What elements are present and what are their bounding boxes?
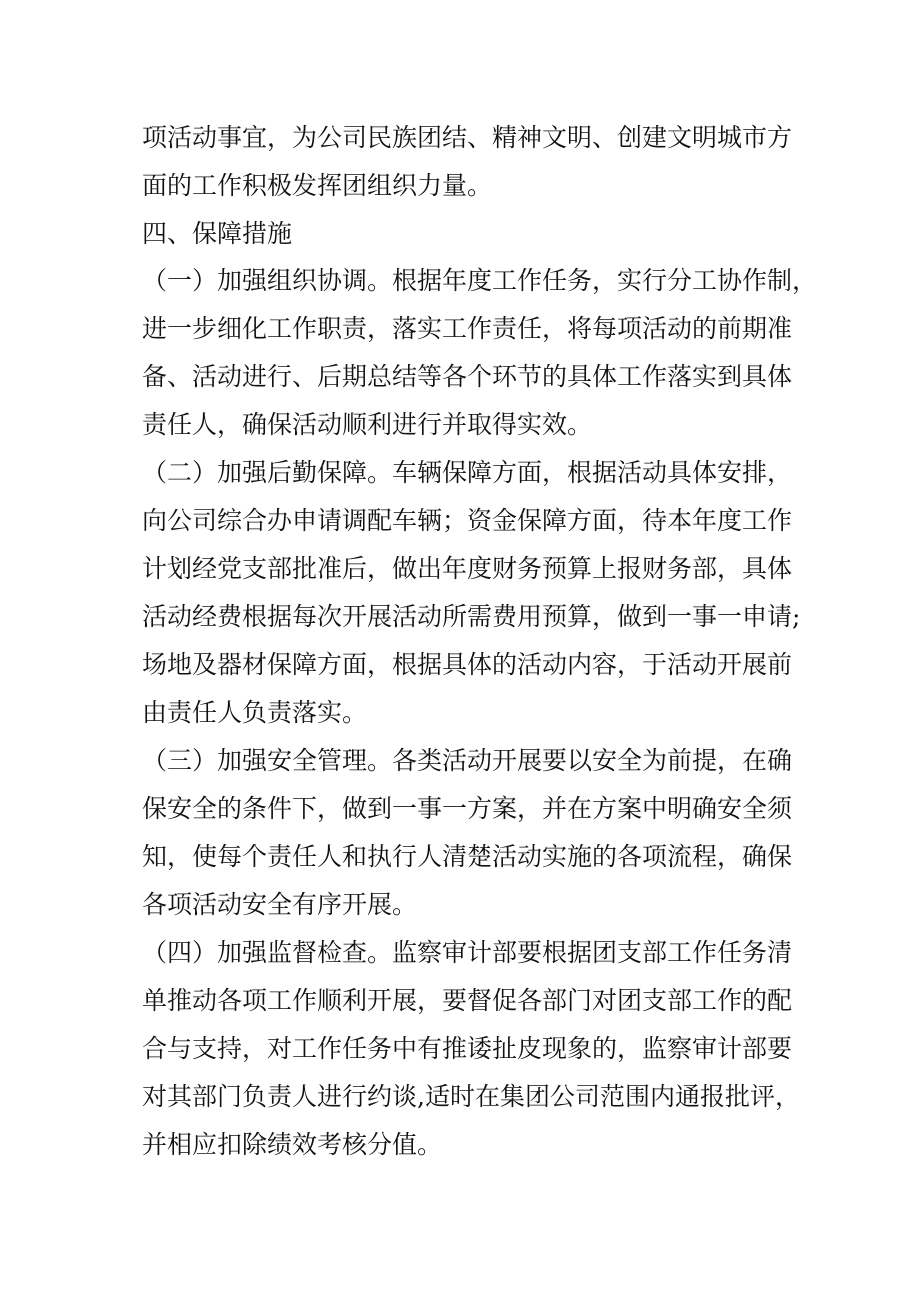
text-line: 并相应扣除绩效考核分值。 <box>142 1130 443 1159</box>
text-line: （一）加强组织协调。根据年度工作任务，实行分工协作制， <box>142 266 818 295</box>
text-line: 合与支持，对工作任务中有推诿扯皮现象的，监察审计部要 <box>142 1034 793 1063</box>
text-line: （四）加强监督检查。监察审计部要根据团支部工作任务清 <box>142 938 793 967</box>
text-line: 知，使每个责任人和执行人清楚活动实施的各项流程，确保 <box>142 842 793 871</box>
text-line: 由责任人负责落实。 <box>142 698 368 727</box>
text-line: 向公司综合办申请调配车辆；资金保障方面，待本年度工作 <box>142 506 793 535</box>
text-line: 单推动各项工作顺利开展，要督促各部门对团支部工作的配 <box>142 986 793 1015</box>
text-line: 面的工作积极发挥团组织力量。 <box>142 171 493 200</box>
text-line: 保安全的条件下，做到一事一方案，并在方案中明确安全须 <box>142 794 793 823</box>
text-line: 备、活动进行、后期总结等各个环节的具体工作落实到具体 <box>142 362 793 391</box>
text-line: 责任人，确保活动顺利进行并取得实效。 <box>142 410 593 439</box>
text-line: 对其部门负责人进行约谈,适时在集团公司范围内通报批评， <box>142 1082 800 1111</box>
text-line: （三）加强安全管理。各类活动开展要以安全为前提，在确 <box>142 746 793 775</box>
text-line: 进一步细化工作职责，落实工作责任，将每项活动的前期准 <box>142 314 793 343</box>
text-line: 场地及器材保障方面，根据具体的活动内容，于活动开展前 <box>142 650 793 679</box>
section-heading: 四、保障措施 <box>142 219 293 248</box>
text-line: 各项活动安全有序开展。 <box>142 890 418 919</box>
text-line: 计划经党支部批准后，做出年度财务预算上报财务部，具体 <box>142 554 793 583</box>
text-line: （二）加强后勤保障。车辆保障方面，根据活动具体安排， <box>142 458 793 487</box>
text-line: 活动经费根据每次开展活动所需费用预算，做到一事一申请; <box>142 602 801 631</box>
text-line: 项活动事宜，为公司民族团结、精神文明、创建文明城市方 <box>142 123 793 152</box>
